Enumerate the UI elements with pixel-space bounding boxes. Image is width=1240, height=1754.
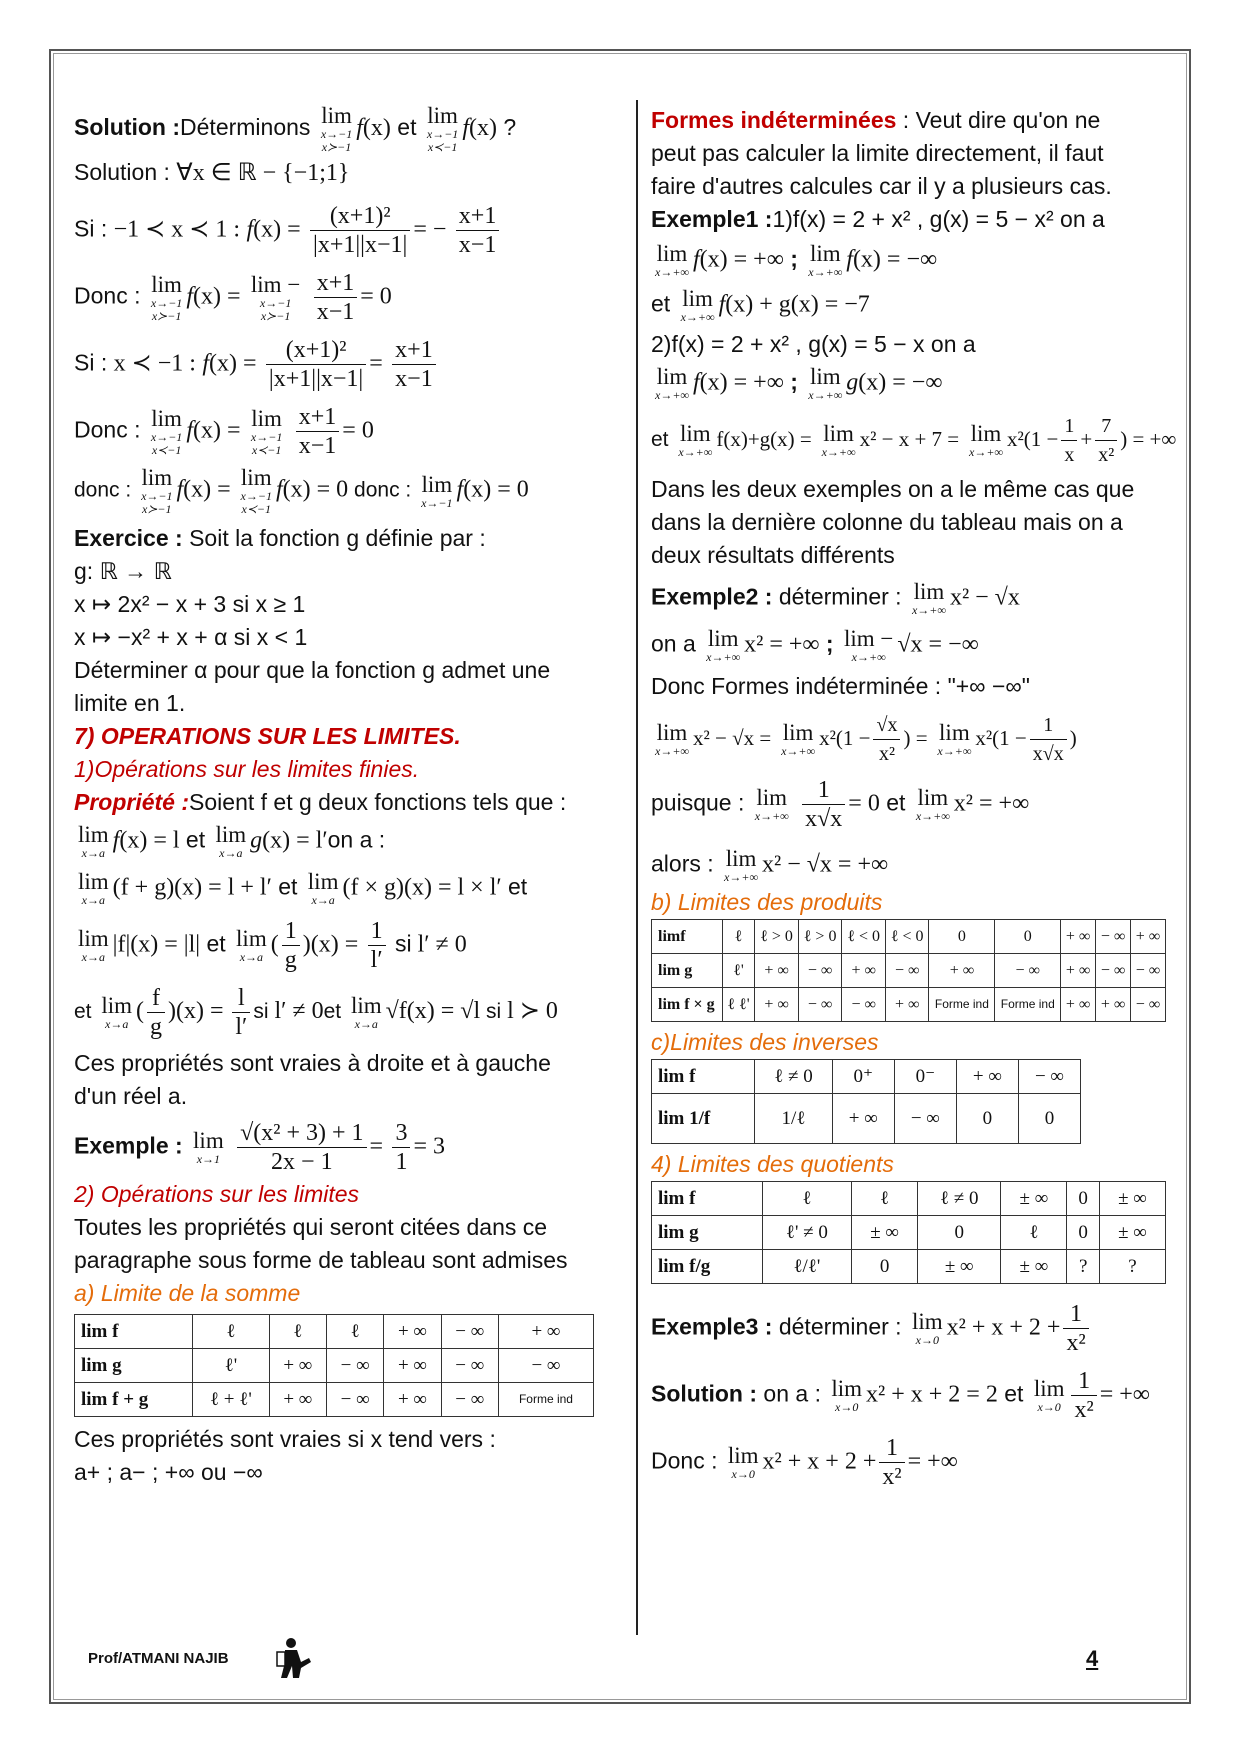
example1b-limits: lim x→+∞ f(x) = +∞ ; lim x→+∞ g(x) = −∞	[655, 364, 943, 402]
exercise-line-4: Déterminer α pour que la fonction g admet une	[74, 657, 551, 683]
page-number: 4	[1086, 1646, 1099, 1671]
table-cell: 0	[852, 1250, 918, 1284]
fraction: $\frac{1}{l'}$	[368, 917, 386, 974]
example1-sum: et lim x→+∞ f(x) + g(x) = −7	[651, 286, 870, 324]
table-row-header: lim f/g	[652, 1250, 763, 1284]
table-cell: + ∞	[384, 1383, 441, 1417]
fi-title-line	[651, 104, 1186, 137]
limit-expr: lim x→−1 x≻−1	[320, 103, 353, 154]
table-cell: − ∞	[995, 954, 1061, 988]
fraction: $\frac{x+1}{x-1}$	[314, 269, 358, 326]
table-cell: ± ∞	[1099, 1216, 1165, 1250]
domain-expr: ∀x ∈ ℝ − {−1;1}	[176, 160, 350, 186]
table-cell: 0	[956, 1094, 1018, 1144]
table-cell: ?	[1067, 1250, 1099, 1284]
fraction: $\frac{l}{l'}$	[232, 984, 250, 1041]
table-cell: ℓ < 0	[885, 920, 929, 954]
si-text: si	[485, 1000, 502, 1024]
limit-expr: lim x→+∞	[821, 421, 856, 459]
example1-limits: lim x→+∞ f(x) = +∞ ; lim x→+∞ f(x) = −∞	[655, 241, 938, 279]
table-cell: Forme ind	[929, 988, 995, 1022]
et-text: et	[651, 428, 669, 452]
alors-line: alors : lim x→+∞ x² − √x = +∞	[651, 846, 889, 884]
limit-expr: lim x→+∞	[680, 286, 715, 324]
limit-expr: lim x→+∞	[808, 364, 843, 402]
table-cell: − ∞	[327, 1383, 384, 1417]
fraction: $\frac{1}{x√x}$	[1030, 711, 1067, 768]
table-cell: − ∞	[1131, 954, 1166, 988]
dans-text-2: dans la dernière colonne du tableau mais on a	[651, 509, 1123, 535]
table-row-header: lim f × g	[652, 988, 723, 1022]
table-row-header: lim f	[75, 1315, 193, 1349]
limit-expr: lim x→a	[78, 869, 109, 907]
table-cell: ℓ	[852, 1182, 918, 1216]
table-cell: ℓ	[269, 1315, 326, 1349]
table-cell: + ∞	[755, 954, 799, 988]
dans-text-1: Dans les deux exemples on a le même cas que	[651, 476, 1135, 502]
limit-expr: lim x→0	[831, 1376, 863, 1414]
table-cell: Forme ind	[498, 1383, 593, 1417]
table-row	[652, 1182, 1166, 1216]
case-condition: −1 ≺ x ≺ 1 :	[113, 216, 241, 243]
et-text: et	[206, 930, 226, 957]
limit-expr: lim x→0	[727, 1443, 759, 1481]
left-column	[74, 104, 624, 1489]
table-cell: ℓ ≠ 0	[755, 1060, 833, 1094]
exercise-line-3: x ↦ −x² + x + α si x < 1	[74, 624, 308, 650]
table-cell: ℓ	[1001, 1216, 1067, 1250]
example2-limits: on a lim x→+∞ x² = +∞ ; lim − x→+∞ √x = −∞	[651, 626, 979, 664]
table-row	[652, 920, 1166, 954]
table-cell: − ∞	[1096, 920, 1131, 954]
fraction: $\frac{7}{\text{x²}}$	[1095, 412, 1117, 469]
example1b-text: 2)f(x) = 2 + x² , g(x) = 5 − x on a	[651, 331, 976, 357]
limit-expr: lim x→−1 x≺−1	[250, 405, 283, 457]
example2-text: déterminer :	[778, 583, 902, 610]
alors-text: alors :	[651, 850, 714, 877]
subsection-c-title: c)Limites des inverses	[651, 1029, 879, 1055]
donc-label: Donc :	[74, 282, 141, 309]
table-cell: 0	[1067, 1182, 1099, 1216]
example-line: Exemple : lim x→1 $\frac{\text{√(x² + 3) + 1}}{2x - 1}$ = $\frac{3}{1}$ = 3	[74, 1120, 446, 1175]
fraction: $\frac{\text{(x+1)²}}{|x+1||x-1|}$	[310, 202, 410, 259]
table-cell: ± ∞	[1001, 1250, 1067, 1284]
table-cell: ℓ' ≠ 0	[762, 1216, 851, 1250]
fraction: $\frac{1}{x√x}$	[802, 776, 845, 833]
table-cell: ℓ	[762, 1182, 851, 1216]
si-label: Si :	[74, 215, 108, 242]
table-cell: ℓ ℓ'	[722, 988, 755, 1022]
table-cell: ℓ'	[722, 954, 755, 988]
table-cell: − ∞	[327, 1349, 384, 1383]
subsection-a-title: a) Limite de la somme	[74, 1280, 301, 1306]
limit-expr: lim − x→+∞	[843, 626, 894, 664]
limit-expr: lim x→a	[350, 993, 382, 1031]
donc-line-2: Donc : lim x→−1 x≺−1 f(x) = lim x→−1 x≺−1 $\frac{x+1}{x-1}$ = 0	[74, 404, 374, 459]
table-cell: Forme ind	[995, 988, 1061, 1022]
case-2-line: Si : x ≺ −1 : f(x) = $\frac{\text{(x+1)²}}{|x+1||x-1|}$ = $\frac{x+1}{x-1}$	[74, 336, 624, 393]
subsection-2-text-1: Toutes les propriétés qui seront citées dans ce	[74, 1214, 548, 1240]
fi-text-1: : Veut dire qu'on ne	[896, 107, 1101, 133]
table-row-header: lim g	[75, 1349, 193, 1383]
table-row	[75, 1383, 594, 1417]
table-cell: 1/ℓ	[755, 1094, 833, 1144]
limit-expr: lim x→−1 x≺−1	[150, 405, 183, 457]
exercise-line	[74, 522, 624, 555]
fraction: $\frac{1}{x}$	[1061, 412, 1077, 469]
property-line	[74, 786, 624, 819]
example1-line	[651, 203, 1186, 236]
table-row	[75, 1315, 594, 1349]
table-cell: ℓ/ℓ'	[762, 1250, 851, 1284]
on-a-text: on a	[651, 630, 696, 657]
property-label: Propriété :	[74, 789, 190, 815]
product-limit-table	[651, 919, 1166, 1022]
fraction: $\frac{1}{\text{x²}}$	[879, 1434, 904, 1491]
limit-expr: lim x→+∞	[911, 579, 946, 617]
table-cell: ± ∞	[1001, 1182, 1067, 1216]
fraction: $\frac{x+1}{x-1}$	[456, 202, 500, 259]
donc-label: donc :	[74, 478, 132, 502]
table-cell: ± ∞	[852, 1216, 918, 1250]
inverse-value-row	[652, 1094, 1081, 1144]
table-cell: ℓ	[722, 920, 755, 954]
props-note-2: d'un réel a.	[74, 1083, 188, 1109]
et-text: et	[278, 873, 298, 900]
si-text: si	[253, 1000, 269, 1024]
limit-expr: lim x→a	[307, 869, 339, 907]
table-cell: ± ∞	[918, 1250, 1001, 1284]
et-text: et	[508, 873, 528, 900]
limit-expr: lim x→+∞	[969, 421, 1003, 459]
table-row-header: lim g	[652, 1216, 763, 1250]
subsection-d-title: 4) Limites des quotients	[651, 1151, 894, 1177]
table-cell: − ∞	[441, 1349, 498, 1383]
limit-expr: lim x→−1 x≺−1	[426, 103, 459, 154]
example-label: Exemple :	[74, 1132, 183, 1159]
fraction: $\frac{3}{1}$	[392, 1119, 410, 1176]
table-cell: ℓ'	[193, 1349, 270, 1383]
donc-line-1: Donc : lim x→−1 x≻−1 f(x) = lim − x→−1 x≻−1 $\frac{x+1}{x-1}$ = 0	[74, 270, 392, 325]
example1-text: 1)f(x) = 2 + x² , g(x) = 5 − x² on a	[772, 206, 1105, 232]
limit-expr: lim − x→−1 x≻−1	[250, 271, 301, 323]
table-cell: + ∞	[842, 954, 886, 988]
table-row	[652, 954, 1166, 988]
table-row-header: lim f	[652, 1060, 755, 1094]
author-label: Prof/ATMANI NAJIB	[88, 1650, 229, 1667]
table-cell: 0	[995, 920, 1061, 954]
solution-line-2	[74, 156, 624, 190]
solution-label: Solution :	[74, 114, 181, 141]
table-cell: − ∞	[498, 1349, 593, 1383]
et-text: et	[651, 290, 671, 317]
limit-expr: lim x→+∞	[781, 720, 816, 758]
donc-line-3: donc : lim x→−1 x≻−1 f(x) = lim x→−1 x≺−1 f(x) = 0 donc : lim x→−1 f(x) = 0	[74, 465, 529, 516]
limit-expr: lim x→+∞	[655, 364, 689, 402]
et-text: et	[323, 1000, 342, 1024]
exercise-label: Exercice :	[74, 525, 183, 551]
table-cell: − ∞	[1131, 988, 1166, 1022]
et-text: et	[1004, 1380, 1024, 1407]
example3-line: Exemple3 : déterminer : lim x→0 x² + x + 2 + $\frac{1}{\text{x²}}$	[651, 1300, 1186, 1357]
property-hyp: lim x→a f(x) = l et lim x→a g(x) = l′on a :	[78, 822, 386, 860]
table-cell: − ∞	[798, 988, 842, 1022]
subsection-b-title: b) Limites des produits	[651, 889, 883, 915]
limit-expr: lim x→+∞	[937, 720, 972, 758]
et-text: et	[886, 789, 906, 816]
table-row-header: lim f + g	[75, 1383, 193, 1417]
limit-expr: lim x→−1 x≺−1	[240, 465, 272, 516]
limit-expr: lim x→1	[193, 1128, 224, 1166]
donc-label: donc :	[354, 478, 412, 502]
table-cell: + ∞	[832, 1094, 894, 1144]
limit-expr: lim x→+∞	[678, 421, 713, 459]
table-cell: + ∞	[384, 1349, 441, 1383]
table-cell: + ∞	[384, 1315, 441, 1349]
table-row	[75, 1349, 594, 1383]
example2-label: Exemple2 :	[651, 583, 773, 610]
table-cell: − ∞	[441, 1315, 498, 1349]
limit-expr: lim x→−1 x≻−1	[141, 465, 173, 516]
case-condition: x ≺ −1 :	[113, 350, 196, 377]
solution3-line: Solution : on a : lim x→0 x² + x + 2 = 2 et lim x→0 $\frac{1}{\text{x²}}$ = +∞	[651, 1368, 1150, 1423]
on-a-text: on a :	[327, 826, 386, 853]
table-cell: + ∞	[1096, 988, 1131, 1022]
table-cell: + ∞	[956, 1060, 1018, 1094]
table-cell: + ∞	[1131, 920, 1166, 954]
limit-expr: lim x→+∞	[655, 241, 689, 279]
table-cell: + ∞	[929, 954, 995, 988]
table-cell: 0⁻	[894, 1060, 956, 1094]
limit-expr: lim x→a	[236, 926, 267, 964]
donc-fi-text: Donc Formes indéterminée : "+∞ −∞"	[651, 673, 1030, 699]
et-text: et	[397, 114, 417, 141]
limit-expr: lim x→a	[101, 993, 133, 1031]
table-cell: ?	[1099, 1250, 1165, 1284]
table-cell: + ∞	[1061, 954, 1096, 988]
puisque-text: puisque :	[651, 789, 745, 816]
table-cell: + ∞	[1061, 920, 1096, 954]
table-cell: − ∞	[885, 954, 929, 988]
solution-line-1: Solution :Déterminons lim x→−1 x≻−1 f(x) et lim x→−1 x≺−1 f(x) ?	[74, 103, 517, 154]
table-cell: ℓ ≠ 0	[918, 1182, 1001, 1216]
table-cell: ± ∞	[1099, 1182, 1165, 1216]
fraction: $\frac{\text{√(x² + 3) + 1}}{2x - 1}$	[237, 1119, 366, 1176]
table-cell: ℓ	[327, 1315, 384, 1349]
exercise-line-1: g: ℝ → ℝ	[74, 558, 172, 584]
fraction: $\frac{√x}{\text{x²}}$	[873, 711, 900, 768]
fraction: $\frac{1}{\text{x²}}$	[1071, 1367, 1096, 1424]
fraction: $\frac{1}{\text{x²}}$	[1063, 1300, 1088, 1357]
limit-expr: lim x→0	[911, 1309, 943, 1347]
table-cell: − ∞	[842, 988, 886, 1022]
table-row-header: lim g	[652, 954, 723, 988]
donc-label: Donc :	[74, 416, 141, 443]
solution-text: Déterminons	[180, 114, 311, 141]
table-row	[652, 1216, 1166, 1250]
table-cell: 0	[929, 920, 995, 954]
subsection-2-title: 2) Opérations sur les limites	[74, 1181, 360, 1207]
limit-expr: lim x→a	[78, 926, 109, 964]
limit-expr: lim x→a	[215, 822, 247, 860]
example2-line: Exemple2 : déterminer : lim x→+∞ x² − √x	[651, 579, 1020, 617]
column-separator	[636, 100, 638, 1635]
table-row	[652, 1250, 1166, 1284]
property-abs-inverse: lim x→a |f|(x) = |l| et lim x→a ( $\frac{1}{g}$ )(x) = $\frac{1}{l'}$ si l′ ≠ 0	[78, 918, 467, 973]
table-cell: 0	[918, 1216, 1001, 1250]
table-cell: ℓ > 0	[755, 920, 799, 954]
solution3-text: on a :	[763, 1380, 821, 1407]
sum-limit-table	[74, 1314, 594, 1417]
question-mark: ?	[503, 114, 517, 141]
et-text: et	[185, 826, 206, 853]
fraction: $\frac{\text{(x+1)²}}{|x+1||x-1|}$	[266, 336, 366, 393]
limit-expr: lim x→a	[78, 822, 109, 860]
table-cell: + ∞	[885, 988, 929, 1022]
table-cell: ℓ > 0	[798, 920, 842, 954]
fraction: $\frac{f}{g}$	[147, 984, 165, 1041]
end-note-1: Ces propriétés sont vraies si x tend vers :	[74, 1426, 496, 1452]
table-cell: 0	[1067, 1216, 1099, 1250]
table-cell: − ∞	[1018, 1060, 1080, 1094]
teacher-figure-icon	[275, 1636, 315, 1680]
limit-expr: lim x→+∞	[915, 785, 950, 823]
exercise-text: Soit la fonction g définie par :	[189, 525, 486, 551]
fraction: $\frac{x+1}{x-1}$	[392, 336, 436, 393]
limit-expr: lim x→+∞	[754, 785, 789, 823]
puisque-line: puisque : lim x→+∞ $\frac{1}{x√x}$ = 0 et lim x→+∞ x² = +∞	[651, 777, 1030, 832]
inverse-limit-table	[651, 1059, 1081, 1144]
solution3-label: Solution :	[651, 1380, 758, 1407]
right-column	[651, 104, 1186, 1491]
limit-expr: lim x→+∞	[706, 626, 741, 664]
fi-text-3: faire d'autres calcules car il y a plusieurs cas.	[651, 173, 1112, 199]
dans-text-3: deux résultats différents	[651, 542, 895, 568]
example1b-sum: et lim x→+∞ f(x)+g(x) = lim x→+∞ x² − x + 7 = lim x→+∞ x²(1 − $\frac{1}{x}$ + $\frac{7}{\text{x²}}$ ) = +∞	[651, 412, 1186, 469]
table-cell: + ∞	[269, 1349, 326, 1383]
table-cell: ℓ	[193, 1315, 270, 1349]
table-cell: − ∞	[1096, 954, 1131, 988]
table-cell: − ∞	[798, 954, 842, 988]
inverse-head-row	[652, 1060, 1081, 1094]
table-cell: ℓ + ℓ'	[193, 1383, 270, 1417]
si-label: Si :	[74, 349, 108, 376]
table-row-header: limf	[652, 920, 723, 954]
subsection-1-title: 1)Opérations sur les limites finies.	[74, 756, 420, 782]
table-cell: 0	[1018, 1094, 1080, 1144]
limit-expr: lim x→−1	[421, 471, 453, 510]
exercise-line-2: x ↦ 2x² − x + 3 si x ≥ 1	[74, 591, 306, 617]
exercise-line-5: limite en 1.	[74, 690, 186, 716]
table-cell: + ∞	[755, 988, 799, 1022]
table-row-header: lim 1/f	[652, 1094, 755, 1144]
table-cell: ℓ < 0	[842, 920, 886, 954]
et-text: et	[74, 1000, 92, 1024]
limit-expr: lim x→+∞	[724, 846, 759, 884]
donc-label: Donc :	[651, 1447, 718, 1474]
si-text: si	[395, 930, 412, 957]
section-7-title: 7) OPERATIONS SUR LES LIMITES.	[74, 723, 461, 749]
example3-text: déterminer :	[778, 1313, 902, 1340]
table-cell: + ∞	[1061, 988, 1096, 1022]
fraction: $\frac{1}{g}$	[282, 917, 300, 974]
example1-label: Exemple1 :	[651, 206, 773, 232]
props-note-1: Ces propriétés sont vraies à droite et à gauche	[74, 1050, 551, 1076]
case-1-line: Si : −1 ≺ x ≺ 1 : f(x) = $\frac{\text{(x+1)²}}{|x+1||x-1|}$ = − $\frac{x+1}{x-1}$	[74, 202, 624, 259]
example3-label: Exemple3 :	[651, 1313, 773, 1340]
subsection-2-text-2: paragraphe sous forme de tableau sont admises	[74, 1247, 568, 1273]
limit-expr: lim x→−1 x≻−1	[150, 271, 183, 323]
fi-title: Formes indéterminées	[651, 107, 897, 133]
table-cell: + ∞	[269, 1383, 326, 1417]
property-text: Soient f et g deux fonctions tels que :	[189, 789, 567, 815]
fi-text-2: peut pas calculer la limite directement, il faut	[651, 140, 1104, 166]
quotient-limit-table	[651, 1181, 1166, 1284]
fraction: $\frac{x+1}{x-1}$	[296, 403, 340, 460]
limit-expr: lim x→+∞	[655, 720, 689, 758]
table-row-header: lim f	[652, 1182, 763, 1216]
table-cell: + ∞	[498, 1315, 593, 1349]
donc3-line: Donc : lim x→0 x² + x + 2 + $\frac{1}{\text{x²}}$ = +∞	[651, 1435, 958, 1490]
limit-expr: lim x→+∞	[808, 241, 843, 279]
table-cell: − ∞	[441, 1383, 498, 1417]
table-cell: 0⁺	[832, 1060, 894, 1094]
solution-label-2: Solution :	[74, 159, 170, 185]
property-quotient-sqrt: et lim x→a ( $\frac{f}{g}$ )(x) = $\frac{l}{l'}$ si l′ ≠ 0et lim x→a √f(x) = √l si l ≻ 0	[74, 985, 558, 1040]
property-sum-product: lim x→a (f + g)(x) = l + l′ et lim x→a (f × g)(x) = l × l′ et	[78, 869, 528, 907]
limit-expr: lim x→0	[1033, 1376, 1065, 1414]
example2-factor: lim x→+∞ x² − √x = lim x→+∞ x²(1 − $\frac{√x}{\text{x²}}$ ) = lim x→+∞ x²(1 − $\frac{1}{x√x}$ )	[651, 711, 1186, 768]
table-cell: − ∞	[894, 1094, 956, 1144]
table-row	[652, 988, 1166, 1022]
end-note-2: a+ ; a− ; +∞ ou −∞	[74, 1459, 263, 1485]
